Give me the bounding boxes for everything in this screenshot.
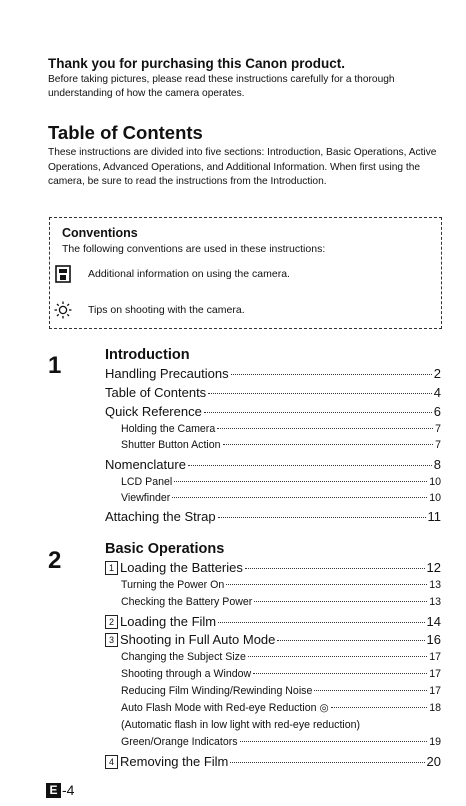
language-badge: E — [46, 783, 61, 798]
toc-entry[interactable]: Reducing Film Winding/Rewinding Noise 17 — [121, 685, 441, 697]
toc-entry-note: (Automatic flash in low light with red-eye reduction) — [121, 719, 361, 731]
toc-entry[interactable]: Auto Flash Mode with Red-eye Reduction ◎ 18 — [121, 702, 441, 714]
section-number: 1 — [48, 352, 62, 379]
convention-text: Additional information on using the camera. — [88, 268, 290, 280]
conventions-desc: The following conventions are used in these instructions: — [62, 243, 326, 255]
toc-intro: These instructions are divided into five sections: Introduction, Basic Operations, Active Operations, Advanced Operations, and Additional Information. When first using the camera, be sure to read the instructions from the Introduction. — [48, 147, 437, 188]
toc-entry[interactable]: LCD Panel 10 — [121, 476, 441, 488]
page-number-text: -4 — [62, 782, 75, 798]
section-title: Introduction — [105, 347, 190, 363]
toc-entry[interactable]: Attaching the Strap 11 — [105, 509, 441, 524]
toc-entry[interactable]: Checking the Battery Power 13 — [121, 596, 441, 608]
step-number-badge: 3 — [105, 633, 118, 647]
convention-item — [54, 265, 290, 283]
section-number: 2 — [48, 547, 62, 574]
light-bulb-icon — [54, 301, 72, 319]
toc-entry[interactable]: 3 Shooting in Full Auto Mode 16 — [105, 632, 441, 647]
toc-entry[interactable]: Shutter Button Action 7 — [121, 439, 441, 451]
toc-entry[interactable]: Green/Orange Indicators 19 — [121, 736, 441, 748]
conventions-title: Conventions — [62, 226, 138, 240]
toc-entry[interactable]: Shooting through a Window 17 — [121, 668, 441, 680]
convention-text: Tips on shooting with the camera. — [88, 304, 245, 316]
toc-entry[interactable]: Changing the Subject Size 17 — [121, 651, 441, 663]
toc-entry[interactable]: Table of Contents 4 — [105, 385, 441, 400]
toc-entry[interactable]: Handling Precautions 2 — [105, 366, 441, 381]
toc-entry[interactable]: Turning the Power On 13 — [121, 579, 441, 591]
toc-entry[interactable]: 4 Removing the Film 20 — [105, 754, 441, 769]
memo-icon — [54, 265, 72, 283]
step-number-badge: 4 — [105, 755, 118, 769]
page-title: Table of Contents — [48, 122, 203, 143]
toc-entry[interactable]: 1 Loading the Batteries 12 — [105, 560, 441, 575]
thanks-body: Before taking pictures, please read these instructions carefully for a thorough understanding of how the camera operates. — [48, 74, 395, 99]
toc-entry[interactable]: Holding the Camera 7 — [121, 423, 441, 435]
toc-entry[interactable]: Quick Reference 6 — [105, 404, 441, 419]
toc-entry[interactable]: Nomenclature 8 — [105, 457, 441, 472]
toc-entry[interactable]: 2 Loading the Film 14 — [105, 614, 441, 629]
page-number — [46, 782, 74, 798]
step-number-badge: 2 — [105, 615, 118, 629]
step-number-badge: 1 — [105, 561, 118, 575]
thanks-title: Thank you for purchasing this Canon product. — [48, 56, 346, 71]
section-title: Basic Operations — [105, 541, 225, 557]
convention-item — [54, 301, 245, 319]
toc-entry[interactable]: Viewfinder 10 — [121, 492, 441, 504]
